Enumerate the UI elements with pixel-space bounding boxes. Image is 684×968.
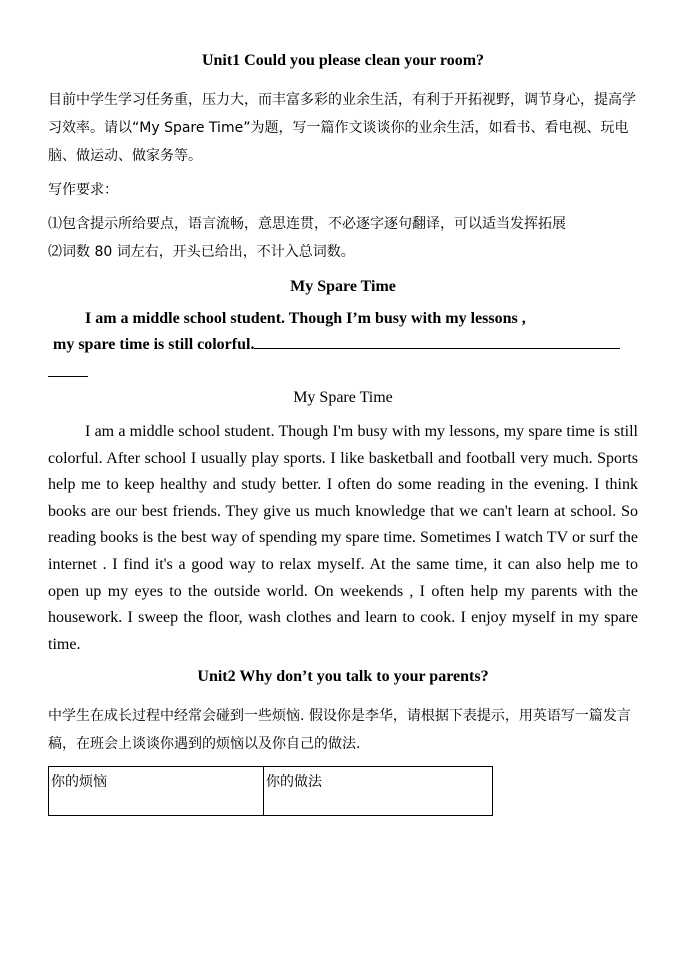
essay-body: I am a middle school student. Though I'm busy with my lessons, my spare time is still colorful. After school I usually play sports. I like basketball and football very much. Sports help me to keep healthy and study better. I often do some reading in the evening. I think books are our best friends. They give us much knowledge that we can't learn at school. So reading books is the best way of spending my spare time. Sometimes I watch TV or surf the internet . I find it's a good way to relax myself. At the same time, it can also help me to open up my eyes to the outside world. On weekends , I often help my parents with the housework. I sweep the floor, wash clothes and learn to cook. I enjoy myself in my spare time. <box>48 423 638 653</box>
answer-blank-short[interactable] <box>48 358 88 377</box>
opening-line-1: I am a middle school student. Though I’m busy with my lessons , <box>85 310 526 327</box>
table-header-actions: 你的做法 <box>264 767 493 816</box>
requirement-1: ⑴包含提示所给要点，语言流畅，意思连贯，不必逐字逐句翻译，可以适当发挥拓展 <box>48 216 566 232</box>
unit1-title: Unit1 Could you please clean your room? <box>201 52 485 69</box>
unit2-title: Unit2 Why don’t you talk to your parents? <box>197 668 489 686</box>
unit2-prompt: 中学生在成长过程中经常会碰到一些烦恼. 假设你是李华，请根据下表提示，用英语写一篇发言稿，在班会上谈谈你遇到的烦恼以及你自己的做法. <box>48 708 631 753</box>
essay-title-bold: My Spare Time <box>290 278 396 295</box>
essay-title: My Spare Time <box>293 389 393 406</box>
unit1-prompt: 目前中学生学习任务重，压力大，而丰富多彩的业余生活，有利于开拓视野，调节身心，提高学习效率。请以“My Spare Time”为题，写一篇作文谈谈你的业余生活，如看书、看电视、玩电脑、做运动、做家务等。 <box>48 92 636 164</box>
requirements-heading: 写作要求： <box>48 182 118 198</box>
opening-line-2-wrap <box>48 332 638 358</box>
worries-table <box>48 766 493 816</box>
opening-line-2: my spare time is still colorful. <box>53 336 255 353</box>
requirement-2: ⑵词数 80 词左右，开头已给出，不计入总词数。 <box>48 244 355 260</box>
answer-blank-line[interactable] <box>254 334 620 349</box>
table-row <box>49 767 493 816</box>
table-header-worries: 你的烦恼 <box>49 767 264 816</box>
document-page <box>48 50 638 816</box>
essay-opening <box>48 306 638 358</box>
